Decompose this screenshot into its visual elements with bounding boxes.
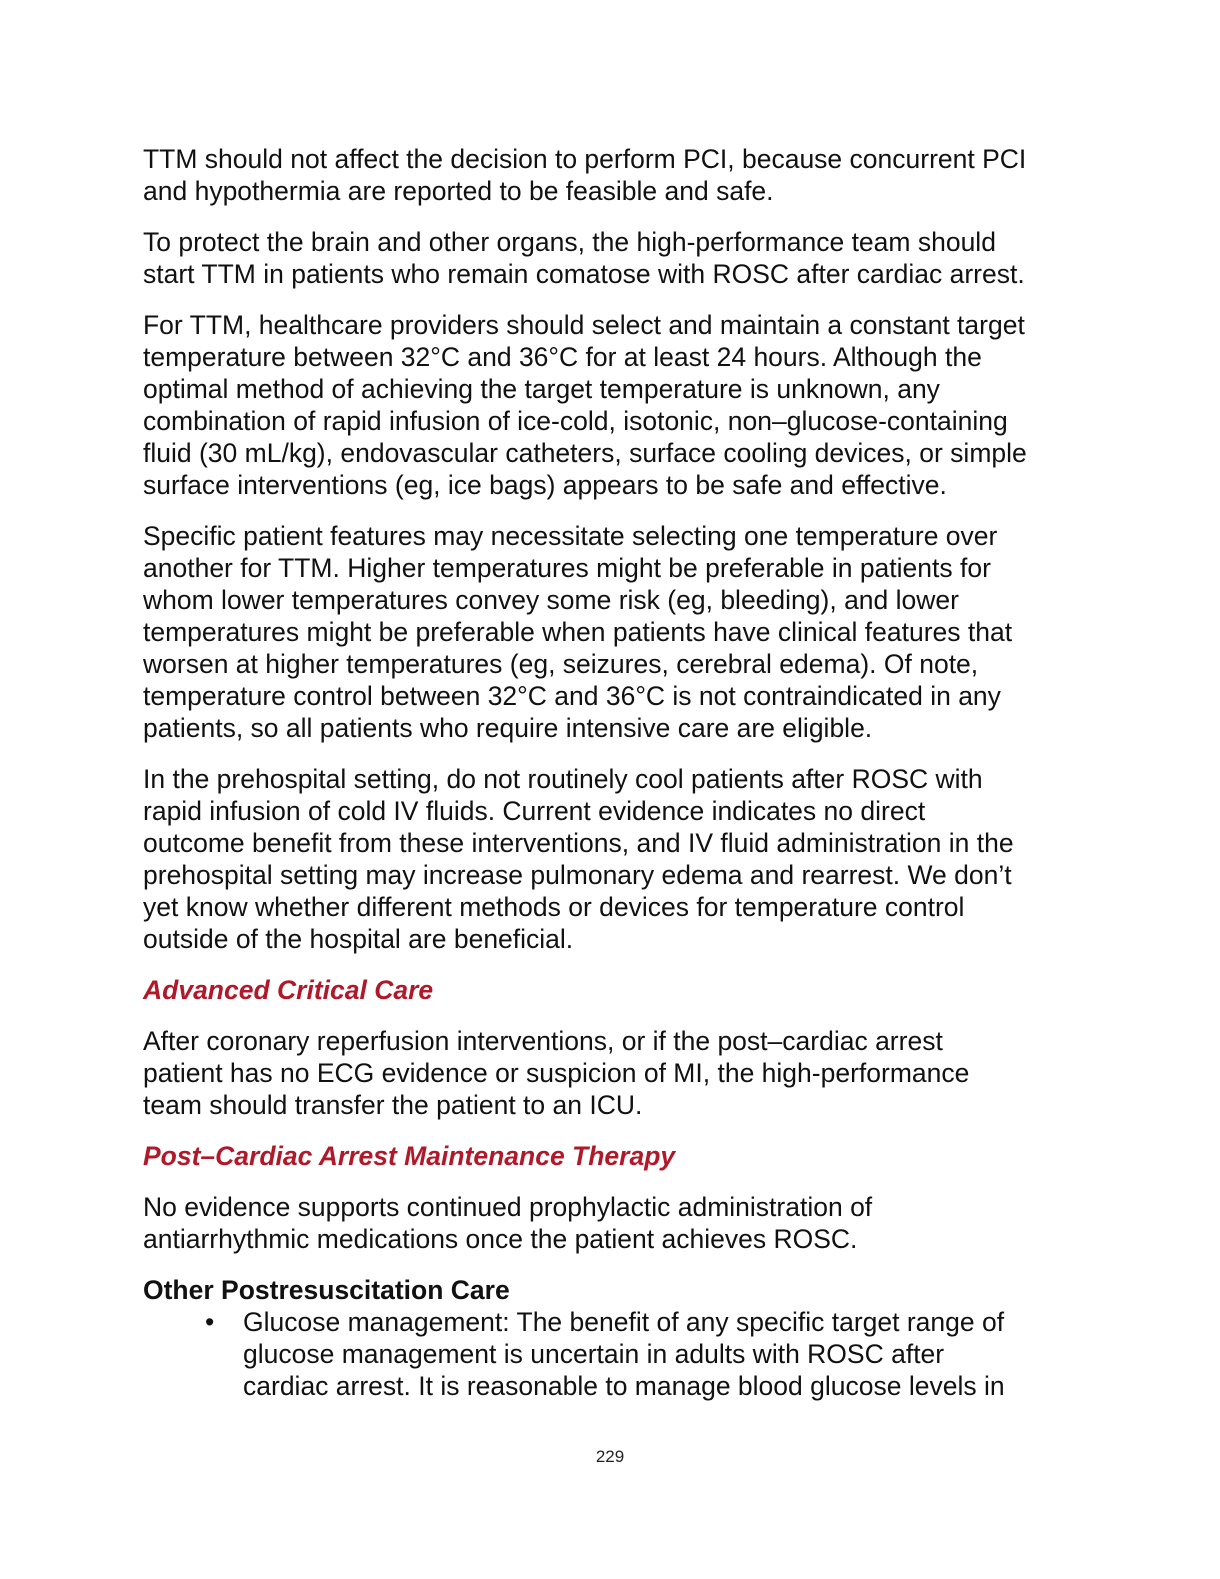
text-line: After coronary reperfusion interventions, or if the post–cardiac arrest [143,1026,943,1056]
paragraph-maintenance-therapy [143,1191,1093,1255]
text-line: No evidence supports continued prophylactic administration of [143,1192,873,1222]
text-line: another for TTM. Higher temperatures might be preferable in patients for [143,553,991,583]
paragraph [143,226,1093,290]
text-line: To protect the brain and other organs, the high-performance team should [143,227,996,257]
text-line: optimal method of achieving the target temperature is unknown, any [143,374,940,404]
text-line: For TTM, healthcare providers should select and maintain a constant target [143,310,1025,340]
text-line: and hypothermia are reported to be feasible and safe. [143,176,774,206]
paragraph [143,520,1093,744]
text-line: yet know whether different methods or devices for temperature control [143,892,965,922]
text-line: surface interventions (eg, ice bags) appears to be safe and effective. [143,470,947,500]
text-line: In the prehospital setting, do not routinely cool patients after ROSC with [143,764,983,794]
text-line: glucose management is uncertain in adults with ROSC after [243,1339,945,1369]
paragraph [143,763,1093,955]
text-line: Specific patient features may necessitate selecting one temperature over [143,521,998,551]
text-line: prehospital setting may increase pulmonary edema and rearrest. We don’t [143,860,1012,890]
paragraph [143,309,1093,501]
text-line: worsen at higher temperatures (eg, seizures, cerebral edema). Of note, [143,649,979,679]
page-number: 229 [595,1447,625,1466]
text-line: patient has no ECG evidence or suspicion of MI, the high-performance [143,1058,970,1088]
text-line: rapid infusion of cold IV fluids. Current evidence indicates no direct [143,796,926,826]
bullet-item-glucose [143,1306,1093,1402]
bullet-text [243,1306,1093,1402]
text-line: Glucose management: The benefit of any specific target range of [243,1307,1005,1337]
text-line: whom lower temperatures convey some risk (eg, bleeding), and lower [143,585,959,615]
section-heading-advanced-critical-care: Advanced Critical Care [143,975,434,1005]
section-heading-maintenance-therapy: Post–Cardiac Arrest Maintenance Therapy [143,1141,676,1171]
text-line: temperature control between 32°C and 36°C is not contraindicated in any [143,681,1001,711]
text-line: combination of rapid infusion of ice-cold, isotonic, non–glucose-containing [143,406,1008,436]
text-line: patients, so all patients who require intensive care are eligible. [143,713,873,743]
text-line: team should transfer the patient to an ICU. [143,1090,643,1120]
text-line: temperatures might be preferable when patients have clinical features that [143,617,1013,647]
text-line: fluid (30 mL/kg), endovascular catheters, surface cooling devices, or simple [143,438,1027,468]
bullet-icon: • [205,1307,215,1337]
text-line: TTM should not affect the decision to perform PCI, because concurrent PCI [143,144,1027,174]
text-line: outcome benefit from these interventions, and IV fluid administration in the [143,828,1014,858]
paragraph-advanced-critical-care [143,1025,1093,1121]
page-content [143,143,1093,1402]
text-line: antiarrhythmic medications once the patient achieves ROSC. [143,1224,858,1254]
text-line: cardiac arrest. It is reasonable to manage blood glucose levels in [243,1371,1005,1401]
paragraph [143,143,1093,207]
text-line: start TTM in patients who remain comatose with ROSC after cardiac arrest. [143,259,1025,289]
section-heading-other-care: Other Postresuscitation Care [143,1275,510,1305]
body-paragraphs [143,143,1093,955]
text-line: temperature between 32°C and 36°C for at least 24 hours. Although the [143,342,982,372]
text-line: outside of the hospital are beneficial. [143,924,574,954]
